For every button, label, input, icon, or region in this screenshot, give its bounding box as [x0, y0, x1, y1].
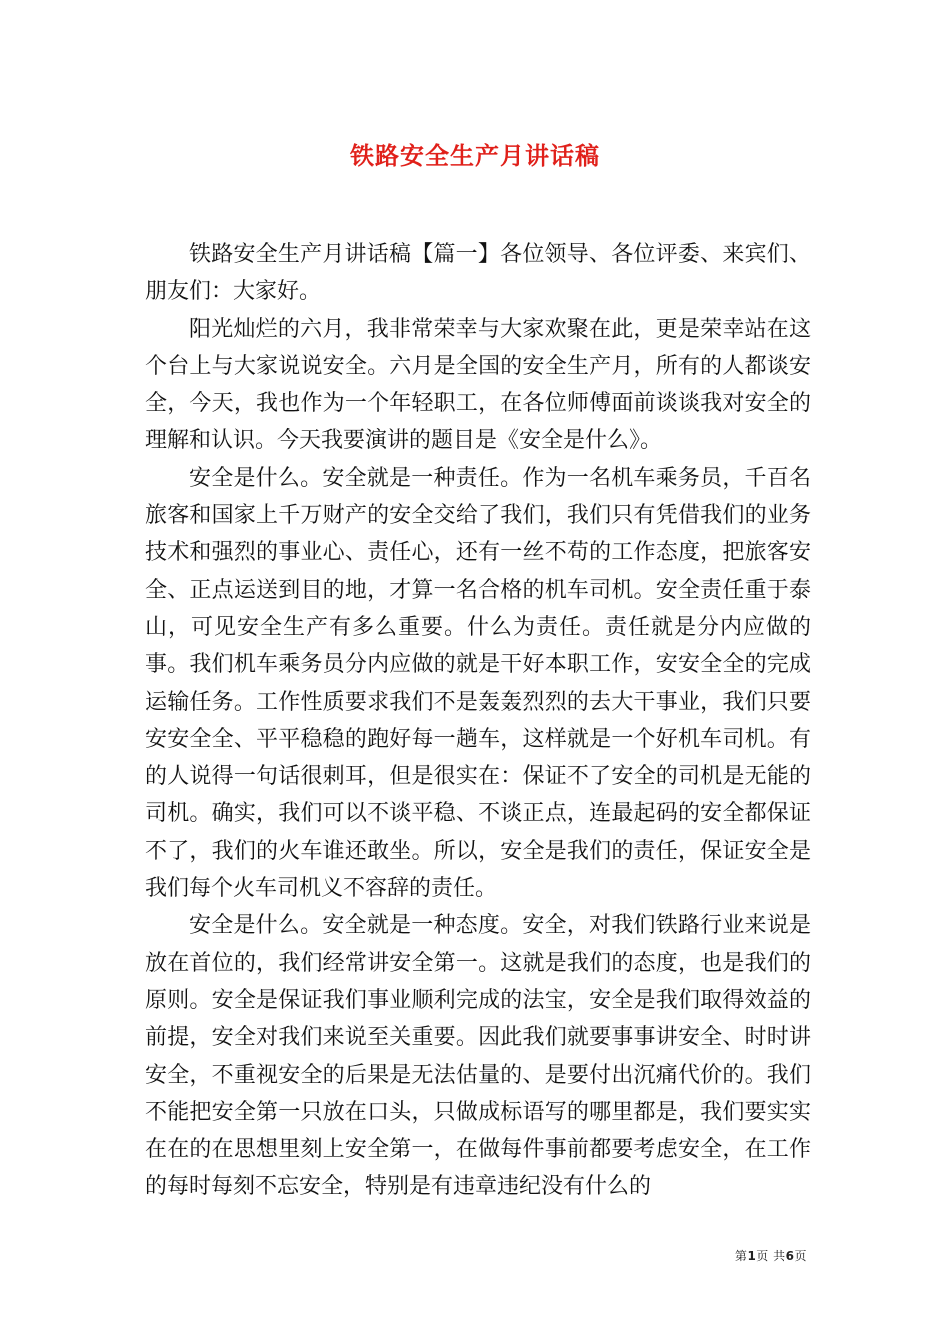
- current-page-number: 1: [747, 1249, 757, 1263]
- paragraph-4: 安全是什么。安全就是一种态度。安全，对我们铁路行业来说是放在首位的，我们经常讲安全第一。这就是我们的态度，也是我们的原则。安全是保证我们事业顺利完成的法宝，安全是我们取得效益的前提，安全对我们来说至关重要。因此我们就要事事讲安全、时时讲安全，不重视安全的后果是无法估量的、是要付出沉痛代价的。我们不能把安全第一只放在口头，只做成标语写的哪里都是，我们要实实在在的在思想里刻上安全第一，在做每件事前都要考虑安全，在工作的每时每刻不忘安全，特别是有违章违纪没有什么的: [145, 913, 811, 1200]
- document-body: [145, 236, 811, 1206]
- footer-suffix: 页: [794, 1249, 807, 1263]
- total-pages-number: 6: [785, 1249, 795, 1263]
- paragraph-2: 阳光灿烂的六月，我非常荣幸与大家欢聚在此，更是荣幸站在这个台上与大家说说安全。六月是全国的安全生产月，所有的人都谈安全，今天，我也作为一个年轻职工，在各位师傅面前谈谈我对安全的理解和认识。今天我要演讲的题目是《安全是什么》。: [145, 316, 811, 454]
- footer-prefix: 第: [734, 1249, 748, 1263]
- footer-middle: 页 共: [756, 1249, 786, 1263]
- document-title: 铁路安全生产月讲话稿: [350, 141, 600, 170]
- paragraph-3: 安全是什么。安全就是一种责任。作为一名机车乘务员，千百名旅客和国家上千万财产的安全交给了我们，我们只有凭借我们的业务技术和强烈的事业心、责任心，还有一丝不苟的工作态度，把旅客安全、正点运送到目的地，才算一名合格的机车司机。安全责任重于泰山，可见安全生产有多么重要。什么为责任。责任就是分内应做的事。我们机车乘务员分内应做的就是干好本职工作，安安全全的完成运输任务。工作性质要求我们不是轰轰烈烈的去大干事业，我们只要安安全全、平平稳稳的跑好每一趟车，这样就是一个好机车司机。有的人说得一句话很刺耳，但是很实在：保证不了安全的司机是无能的司机。确实，我们可以不谈平稳、不谈正点，连最起码的安全都保证不了，我们的火车谁还敢坐。所以，安全是我们的责任，保证安全是我们每个火车司机义不容辞的责任。: [145, 465, 811, 902]
- page-number-footer: [735, 1247, 807, 1264]
- paragraph-1: 铁路安全生产月讲话稿【篇一】各位领导、各位评委、来宾们、朋友们：大家好。: [145, 242, 811, 305]
